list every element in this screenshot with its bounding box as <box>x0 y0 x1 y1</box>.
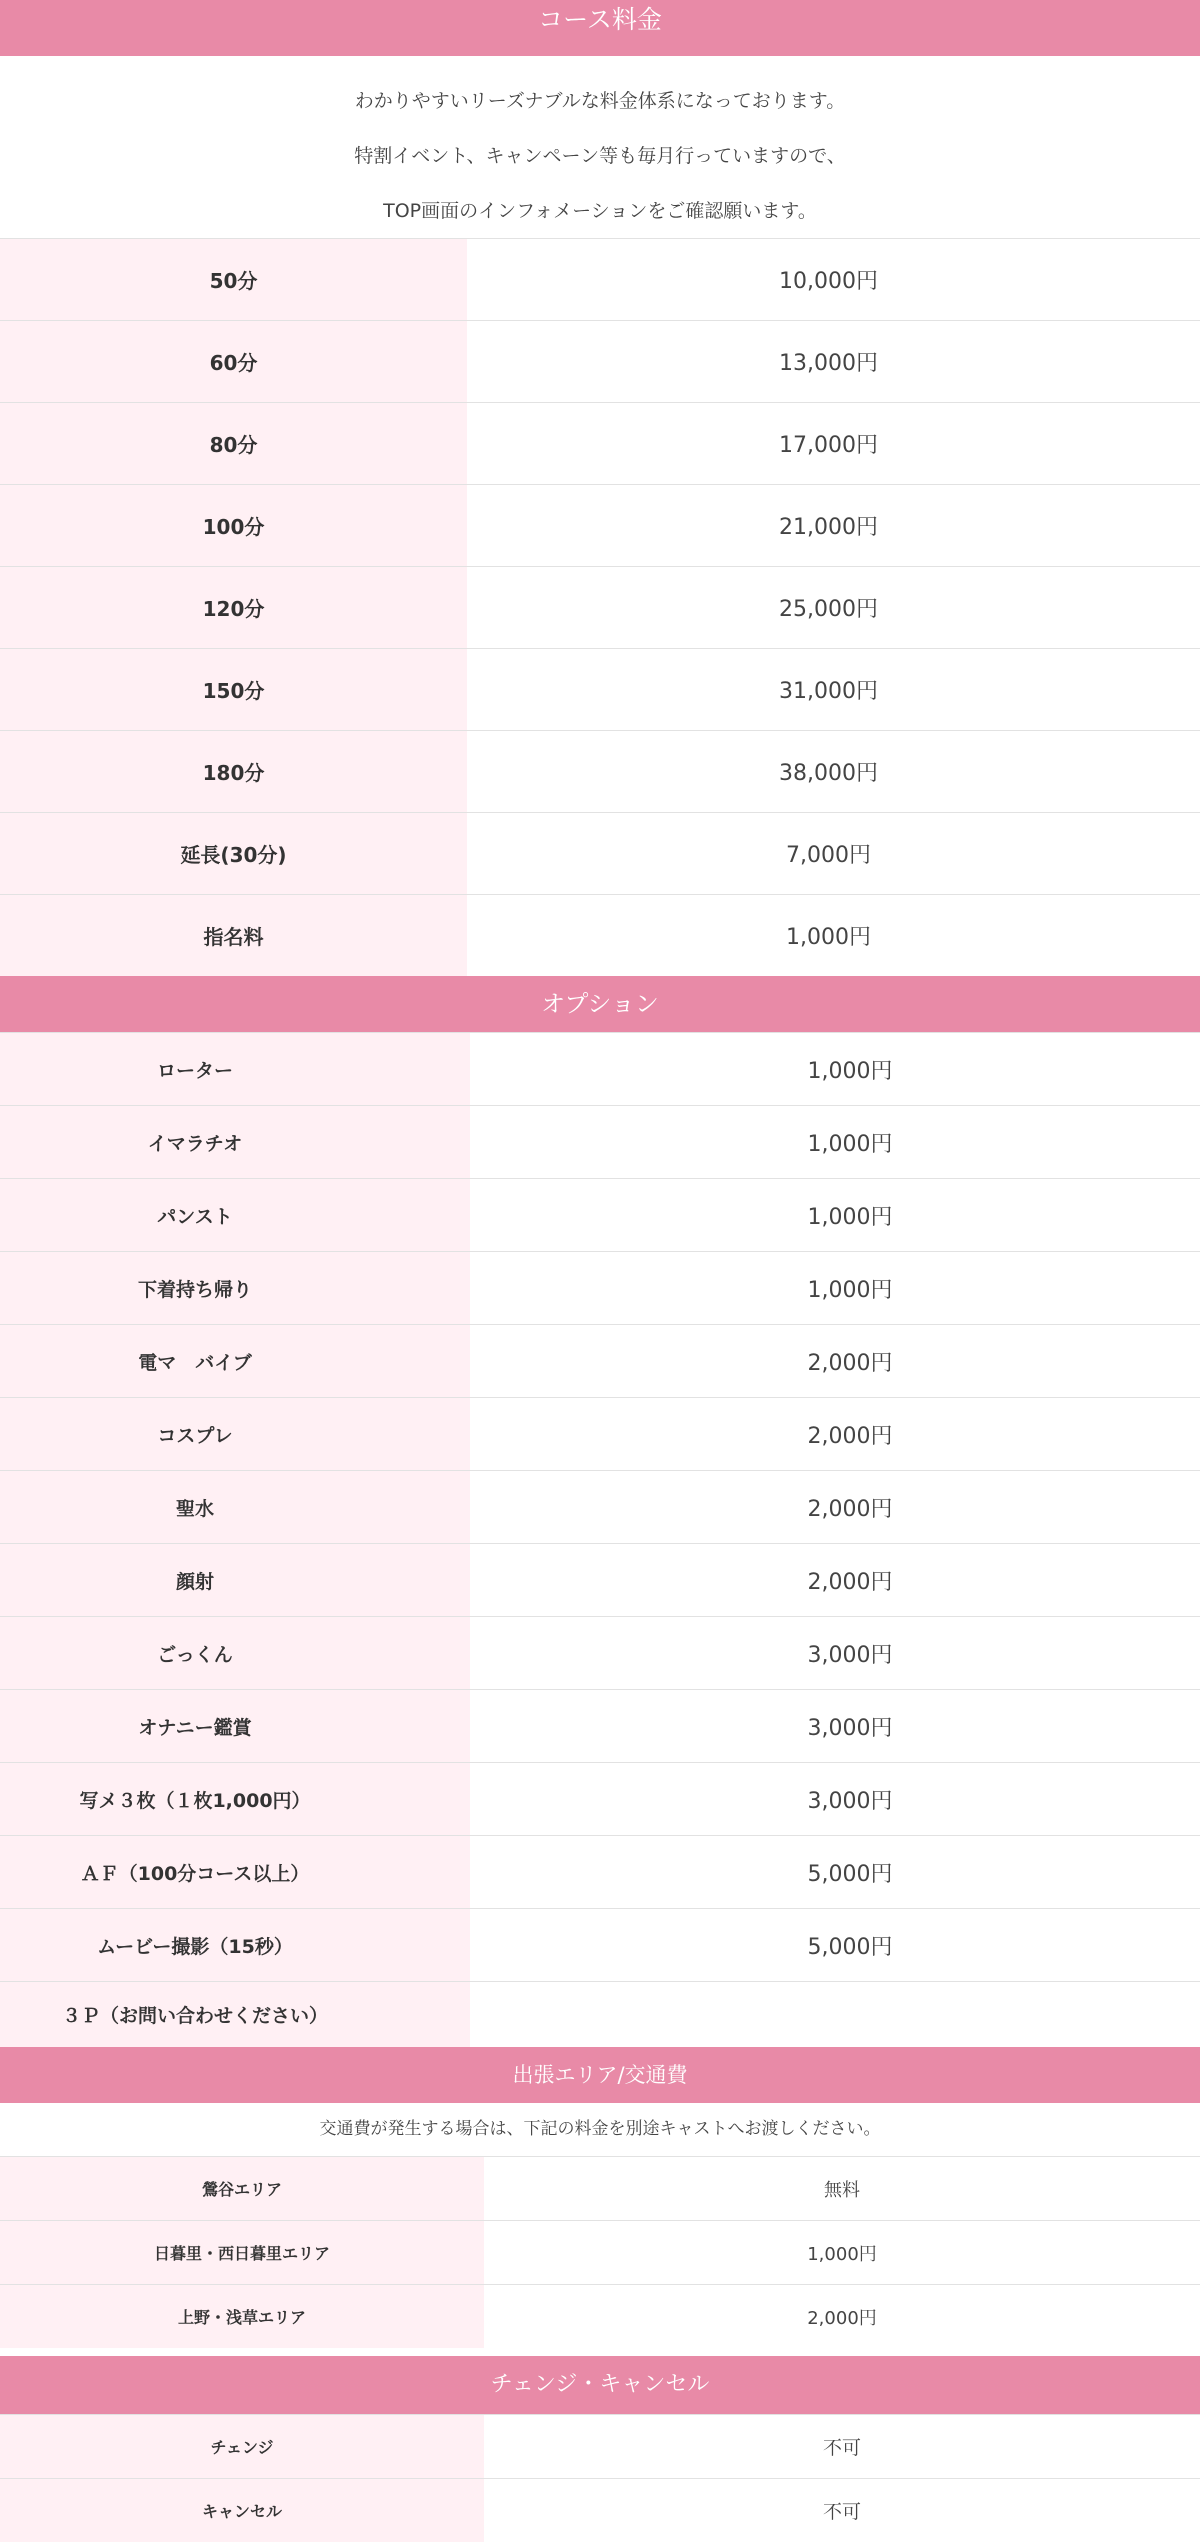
option-price: 2,000円 <box>470 1325 1200 1397</box>
option-row <box>0 1981 1200 2047</box>
course-row <box>0 402 1200 484</box>
option-row <box>0 1397 1200 1470</box>
course-price: 21,000円 <box>467 485 1200 566</box>
course-price: 7,000円 <box>467 813 1200 894</box>
cancel-label: キャンセル <box>0 2479 484 2542</box>
area-label: 鶯谷エリア <box>0 2157 484 2220</box>
course-label: 50分 <box>0 239 467 320</box>
option-label: 電マ バイブ <box>0 1325 470 1397</box>
course-price: 25,000円 <box>467 567 1200 648</box>
course-price: 17,000円 <box>467 403 1200 484</box>
course-intro <box>0 56 1200 238</box>
intro-line: TOP画面のインフォメーションをご確認願います。 <box>383 200 817 222</box>
course-label: 150分 <box>0 649 467 730</box>
option-price: 5,000円 <box>470 1909 1200 1981</box>
option-label: 写メ３枚（１枚1,000円） <box>0 1763 470 1835</box>
option-label: 下着持ち帰り <box>0 1252 470 1324</box>
option-label: ごっくん <box>0 1617 470 1689</box>
option-label: ３Ｐ（お問い合わせください） <box>0 1982 470 2047</box>
option-row <box>0 1689 1200 1762</box>
area-row <box>0 2220 1200 2284</box>
option-row <box>0 1762 1200 1835</box>
area-fee: 2,000円 <box>484 2285 1200 2348</box>
cancel-value: 不可 <box>484 2415 1200 2478</box>
course-row <box>0 730 1200 812</box>
option-row <box>0 1032 1200 1105</box>
course-section <box>0 0 1200 976</box>
option-price: 2,000円 <box>470 1544 1200 1616</box>
intro-line: 特割イベント、キャンペーン等も毎月行っていますので、 <box>354 145 846 167</box>
option-price: 3,000円 <box>470 1617 1200 1689</box>
area-fee: 1,000円 <box>484 2221 1200 2284</box>
cancel-label: チェンジ <box>0 2415 484 2478</box>
option-price: 1,000円 <box>470 1252 1200 1324</box>
cancel-row <box>0 2478 1200 2542</box>
option-label: ローター <box>0 1033 470 1105</box>
option-label: 聖水 <box>0 1471 470 1543</box>
option-row <box>0 1324 1200 1397</box>
area-section <box>0 2047 1200 2348</box>
area-row <box>0 2156 1200 2220</box>
course-price: 38,000円 <box>467 731 1200 812</box>
option-label: イマラチオ <box>0 1106 470 1178</box>
area-fee: 無料 <box>484 2157 1200 2220</box>
course-row <box>0 812 1200 894</box>
intro-line: わかりやすいリーズナブルな料金体系になっております。 <box>354 90 846 112</box>
option-label: ＡＦ（100分コース以上） <box>0 1836 470 1908</box>
area-label: 日暮里・西日暮里エリア <box>0 2221 484 2284</box>
option-label: 顔射 <box>0 1544 470 1616</box>
option-price: 1,000円 <box>470 1106 1200 1178</box>
cancel-header: チェンジ・キャンセル <box>0 2356 1200 2414</box>
cancel-row <box>0 2414 1200 2478</box>
course-row <box>0 238 1200 320</box>
option-row <box>0 1251 1200 1324</box>
course-row <box>0 484 1200 566</box>
area-intro: 交通費が発生する場合は、下記の料金を別途キャストへお渡しください。 <box>319 2119 881 2139</box>
course-row <box>0 894 1200 976</box>
cancel-value: 不可 <box>484 2479 1200 2542</box>
course-label: 120分 <box>0 567 467 648</box>
option-row <box>0 1543 1200 1616</box>
option-label: パンスト <box>0 1179 470 1251</box>
option-row <box>0 1178 1200 1251</box>
area-header: 出張エリア/交通費 <box>0 2047 1200 2103</box>
course-row <box>0 566 1200 648</box>
course-label: 延長(30分) <box>0 813 467 894</box>
option-row <box>0 1105 1200 1178</box>
option-section <box>0 976 1200 2047</box>
course-price: 31,000円 <box>467 649 1200 730</box>
course-label: 60分 <box>0 321 467 402</box>
course-price: 10,000円 <box>467 239 1200 320</box>
course-row <box>0 648 1200 730</box>
course-row <box>0 320 1200 402</box>
course-price: 13,000円 <box>467 321 1200 402</box>
option-price: 2,000円 <box>470 1471 1200 1543</box>
course-label: 180分 <box>0 731 467 812</box>
option-label: ムービー撮影（15秒） <box>0 1909 470 1981</box>
option-price: 3,000円 <box>470 1690 1200 1762</box>
option-row <box>0 1470 1200 1543</box>
course-label: 100分 <box>0 485 467 566</box>
option-row <box>0 1835 1200 1908</box>
area-label: 上野・浅草エリア <box>0 2285 484 2348</box>
option-price: 1,000円 <box>470 1033 1200 1105</box>
option-label: オナニー鑑賞 <box>0 1690 470 1762</box>
option-label: コスプレ <box>0 1398 470 1470</box>
option-price: 2,000円 <box>470 1398 1200 1470</box>
option-row <box>0 1616 1200 1689</box>
area-row <box>0 2284 1200 2348</box>
course-price: 1,000円 <box>467 895 1200 976</box>
cancel-section <box>0 2356 1200 2542</box>
option-price: 3,000円 <box>470 1763 1200 1835</box>
option-price <box>470 1982 1200 2047</box>
course-label: 80分 <box>0 403 467 484</box>
option-price: 1,000円 <box>470 1179 1200 1251</box>
option-row <box>0 1908 1200 1981</box>
course-label: 指名料 <box>0 895 467 976</box>
option-header: オプション <box>0 976 1200 1032</box>
course-header: コース料金 <box>0 0 1200 56</box>
option-price: 5,000円 <box>470 1836 1200 1908</box>
